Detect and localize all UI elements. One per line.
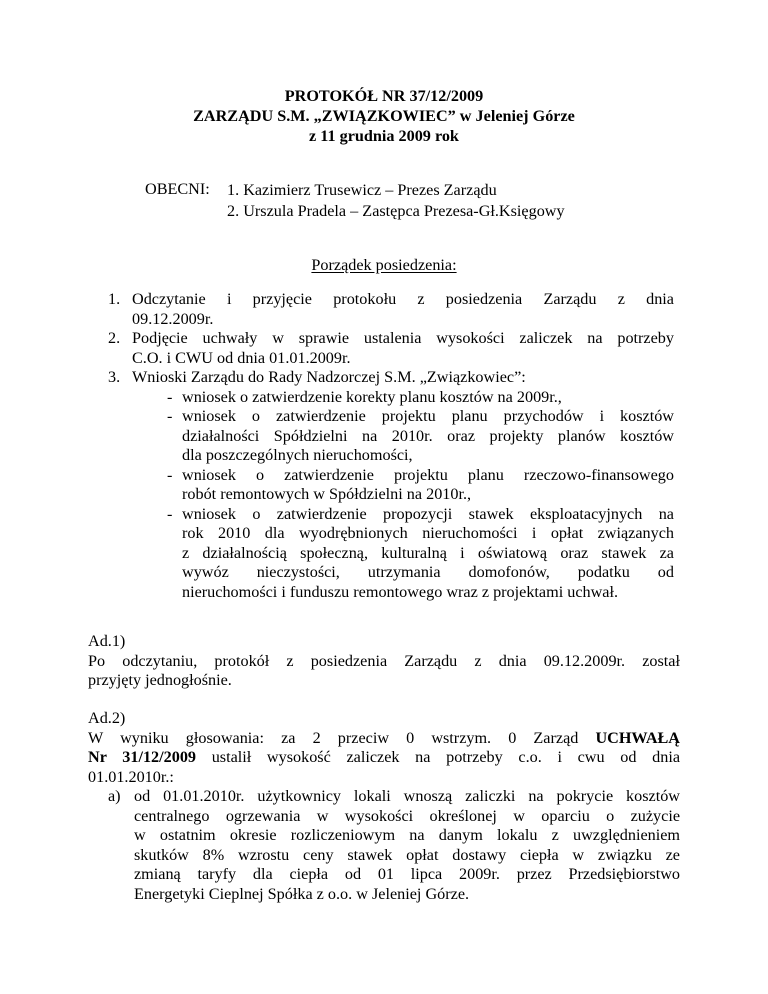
attendee-item: 2. Urszula Pradela – Zastępca Prezesa-Gł.Księgowy	[227, 201, 565, 220]
agenda-item	[108, 329, 674, 368]
ad2-line-text: ustalił wysokość zaliczek na potrzeby c.o. i cwu od dnia	[196, 748, 680, 766]
agenda-subitem	[108, 505, 674, 603]
agenda-subitem-line: wniosek o zatwierdzenie projektu planu przychodów i kosztów	[182, 407, 674, 425]
agenda-subitem-line: robót remontowych w Spółdzielni na 2010r.,	[182, 485, 472, 503]
agenda-subitem-line: wywóz nieczystości, utrzymania domofonów, podatku od	[182, 563, 674, 581]
agenda-subitem-line: wniosek o zatwierdzenie projektu planu rzeczowo-finansowego	[182, 465, 674, 484]
dash-bullet: -	[167, 504, 173, 523]
dash-bullet: -	[167, 465, 173, 484]
document-title	[0, 86, 768, 146]
agenda-subitem-line: wniosek o zatwierdzenie propozycji stawek eksploatacyjnych na	[182, 504, 674, 523]
ad1-line: Po odczytaniu, protokół z posiedzenia Zarządu z dnia 09.12.2009r. został	[88, 651, 680, 670]
title-line-date: z 11 grudnia 2009 rok	[309, 127, 459, 145]
attendees-label: OBECNI:	[145, 180, 210, 198]
agenda-item	[108, 368, 674, 388]
attendees-list	[227, 180, 565, 221]
agenda-item-line: 09.12.2009r.	[132, 309, 214, 328]
dash-bullet: -	[167, 407, 173, 425]
ad2-list	[108, 787, 680, 904]
agenda-item-number: 3.	[108, 368, 121, 386]
ad2-line	[88, 748, 680, 768]
ad2-list-item-line: skutków 8% wzrostu ceny stawek opłat dostawy ciepła w związku ze	[134, 845, 680, 864]
agenda-subitem	[108, 388, 674, 408]
ad2-list-item-line: zmianą taryfy dla ciepła od 01 lipca 2009r. przez Przedsiębiorstwo	[134, 865, 680, 883]
attendee-item: 1. Kazimierz Trusewicz – Prezes Zarządu	[227, 181, 497, 199]
ad2-list-item	[108, 787, 680, 904]
agenda-list	[108, 290, 674, 602]
title-line-board: ZARZĄDU S.M. „ZWIĄZKOWIEC” w Jeleniej Górze	[193, 107, 575, 125]
agenda-subitem-line: wniosek o zatwierdzenie korekty planu kosztów na 2009r.,	[182, 387, 562, 406]
agenda-item-number: 1.	[108, 290, 121, 308]
ad1-line: przyjęty jednogłośnie.	[88, 671, 232, 689]
agenda-subitem	[108, 466, 674, 505]
ad2-list-item-letter: a)	[108, 787, 121, 805]
agenda-item-line: Wnioski Zarządu do Rady Nadzorczej S.M. „Związkowiec”:	[132, 368, 526, 386]
agenda-title-text: Porządek posiedzenia:	[311, 256, 457, 274]
agenda-title	[0, 256, 768, 276]
ad2-list-item-line: w ostatnim okresie rozliczeniowym na danym lokalu z uwzględnieniem	[134, 826, 680, 844]
ad2-resolution-number: Nr 31/12/2009	[88, 748, 197, 766]
agenda-item-number: 2.	[108, 329, 121, 347]
ad2-line: 01.01.2010r.:	[88, 767, 174, 786]
agenda-item-line: Podjęcie uchwały w sprawie ustalenia wysokości zaliczek na potrzeby	[132, 329, 674, 347]
agenda-item-line: C.O. i CWU od dnia 01.01.2009r.	[132, 348, 351, 367]
title-line-protocol-number: PROTOKÓŁ NR 37/12/2009	[284, 87, 484, 105]
agenda-subitem-line: z działalnością społeczną, kulturalną i oświatową oraz stawek za	[182, 543, 674, 562]
agenda-item-line: Odczytanie i przyjęcie protokołu z posiedzenia Zarządu z dnia	[132, 290, 674, 308]
agenda-item	[108, 290, 674, 329]
dash-bullet: -	[167, 387, 173, 406]
ad1-section	[88, 632, 680, 691]
ad1-heading: Ad.1)	[88, 632, 126, 650]
ad2-line-text: W wyniku głosowania: za 2 przeciw 0 wstrzym. 0 Zarząd	[88, 728, 596, 747]
agenda-subitem-line: dla poszczególnych nieruchomości,	[182, 446, 413, 464]
ad2-list-item-line: od 01.01.2010r. użytkownicy lokali wnoszą zaliczki na pokrycie kosztów	[134, 787, 680, 805]
ad2-line	[88, 729, 680, 749]
agenda-subitem	[108, 407, 674, 466]
agenda-subitem-line: nieruchomości i funduszu remontowego wraz z projektami uchwał.	[182, 582, 619, 601]
ad2-list-item-line: centralnego ogrzewania w wysokości określonej w oparciu o zużycie	[134, 806, 680, 825]
agenda-subitem-line: działalności Spółdzielni na 2010r. oraz projekty planów kosztów	[182, 426, 674, 445]
ad2-resolution-word: UCHWAŁĄ	[595, 728, 680, 747]
ad2-section	[88, 709, 680, 787]
ad2-heading: Ad.2)	[88, 709, 126, 727]
agenda-subitem-line: rok 2010 dla wyodrębnionych nieruchomości i opłat związanych	[182, 524, 674, 542]
ad2-list-item-line: Energetyki Cieplnej Spółka z o.o. w Jeleniej Górze.	[134, 884, 470, 903]
